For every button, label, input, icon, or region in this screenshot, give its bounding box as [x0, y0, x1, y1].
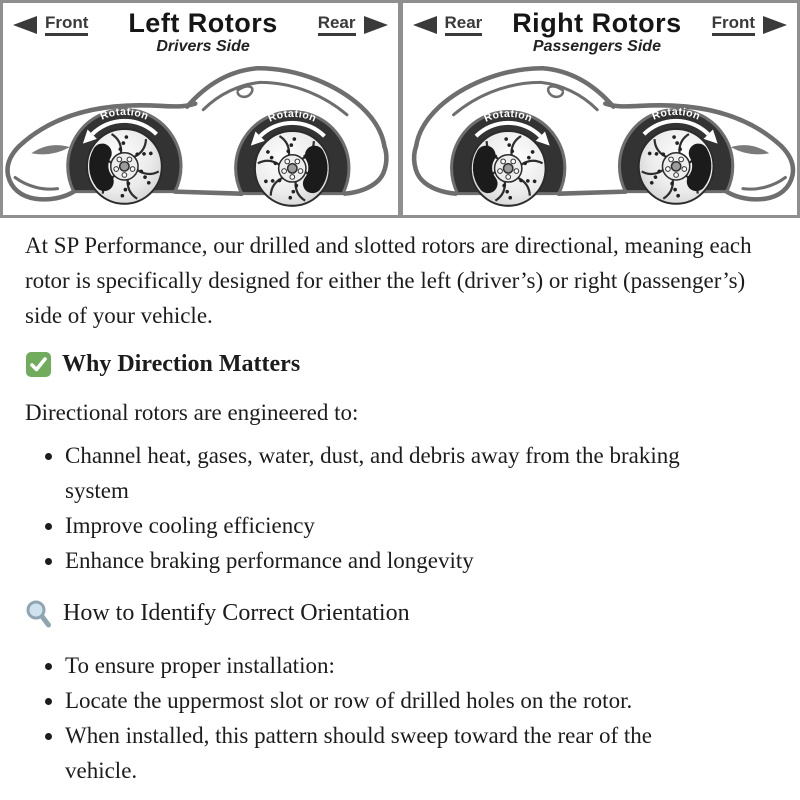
left-car-illustration — [3, 55, 398, 215]
section-heading-text: How to Identify Correct Orientation — [63, 600, 410, 626]
arrow-left-icon — [413, 15, 443, 35]
section-heading-identify-orientation — [25, 596, 775, 631]
magnifying-glass-icon — [25, 599, 53, 629]
section-heading-why-direction-matters — [25, 347, 775, 382]
front-label: Front — [45, 14, 88, 36]
arrow-right-icon — [358, 15, 388, 35]
section2-bullet-list — [25, 648, 775, 788]
rotation-label: Rotation — [266, 107, 319, 125]
rotation-label: Rotation — [649, 105, 702, 123]
section1-bullet-list — [25, 438, 775, 578]
right-car-illustration — [403, 55, 798, 215]
left-rotors-panel — [3, 3, 398, 215]
right-panel-subtitle: Passengers Side — [532, 38, 661, 55]
rear-direction-indicator — [413, 14, 483, 36]
right-rotors-panel — [403, 3, 798, 215]
front-direction-indicator — [13, 14, 88, 36]
arrow-left-icon — [13, 15, 43, 35]
list-item: • Enhance braking performance and longevity — [65, 543, 725, 578]
article-body — [0, 218, 800, 788]
rear-label: Rear — [318, 14, 356, 36]
section-heading-text: Why Direction Matters — [62, 351, 301, 377]
rear-label: Rear — [445, 14, 483, 36]
list-item: • When installed, this pattern should sweep toward the rear of the vehicle. — [65, 718, 725, 788]
rotation-label: Rotation — [98, 105, 151, 123]
list-item: • Channel heat, gases, water, dust, and debris away from the braking system — [65, 438, 725, 508]
section1-lead: Directional rotors are engineered to: — [25, 400, 359, 425]
left-panel-title: Left Rotors — [128, 8, 278, 38]
right-panel-title: Right Rotors — [512, 8, 682, 38]
check-mark-icon — [25, 351, 52, 378]
right-panel-header — [403, 3, 798, 55]
list-item: • Locate the uppermost slot or row of drilled holes on the rotor. — [65, 683, 725, 718]
front-label: Front — [712, 14, 755, 36]
left-panel-subtitle: Drivers Side — [156, 38, 250, 55]
rear-direction-indicator — [318, 14, 388, 36]
front-direction-indicator — [712, 14, 787, 36]
rotor-direction-diagram — [0, 0, 800, 218]
rotation-label: Rotation — [481, 107, 534, 125]
left-panel-header — [3, 3, 398, 55]
list-item: • To ensure proper installation: — [65, 648, 725, 683]
arrow-right-icon — [757, 15, 787, 35]
list-item: • Improve cooling efficiency — [65, 508, 725, 543]
intro-paragraph: At SP Performance, our drilled and slotted rotors are directional, meaning each rotor is specifically designed for either the left (driver’s) or right (passenger’s) side of your vehicle. — [25, 233, 752, 328]
